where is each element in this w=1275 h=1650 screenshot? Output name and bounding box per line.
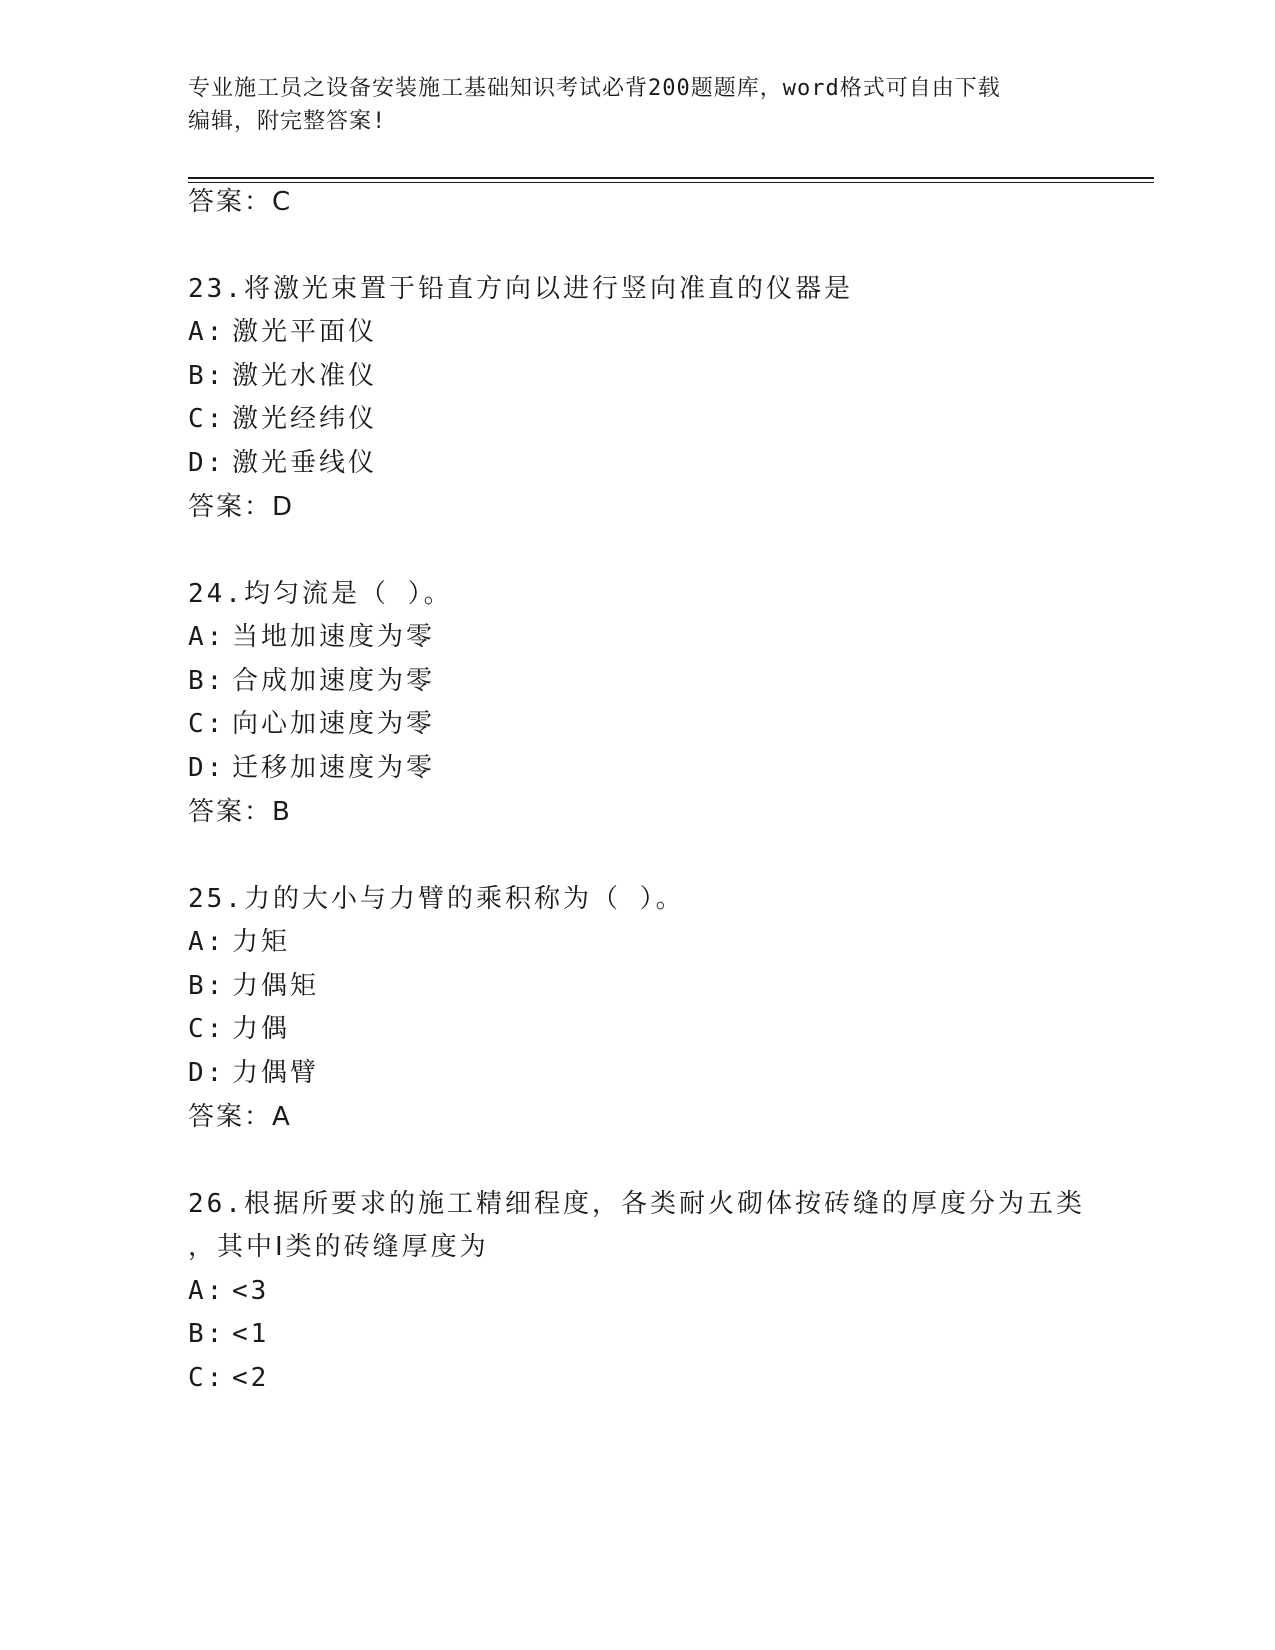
option-text: <1 xyxy=(232,1319,270,1349)
option-text: <3 xyxy=(232,1276,270,1306)
question-26-option-b xyxy=(188,1317,269,1351)
option-key: A: xyxy=(188,927,226,957)
option-key: B: xyxy=(188,361,226,391)
question-23-stem: 23.将激光束置于铅直方向以进行竖向准直的仪器是 xyxy=(188,274,853,304)
question-25-option-c xyxy=(188,1012,290,1046)
question-25-option-d xyxy=(188,1056,319,1090)
option-text: 激光水准仪 xyxy=(232,361,378,391)
question-23-option-d xyxy=(188,446,377,480)
option-key: B: xyxy=(188,971,226,1001)
option-text: 当地加速度为零 xyxy=(232,622,436,652)
option-text: 迁移加速度为零 xyxy=(232,753,436,783)
option-text: 力矩 xyxy=(232,927,291,957)
option-key: D: xyxy=(188,1058,226,1088)
page-header xyxy=(188,72,1088,138)
question-23-option-a xyxy=(188,315,377,349)
option-key: A: xyxy=(188,317,226,347)
question-24-option-c xyxy=(188,707,435,741)
option-key: B: xyxy=(188,666,226,696)
option-text: <2 xyxy=(232,1363,270,1393)
option-text: 激光平面仪 xyxy=(232,317,378,347)
option-text: 激光经纬仪 xyxy=(232,404,378,434)
option-key: D: xyxy=(188,753,226,783)
question-23-option-b xyxy=(188,359,377,393)
question-26-stem: 26.根据所要求的施工精细程度，各类耐火砌体按砖缝的厚度分为五类 xyxy=(188,1189,1085,1219)
question-23-answer: 答案：D xyxy=(188,492,295,522)
question-25-option-b xyxy=(188,969,319,1003)
question-26-option-c xyxy=(188,1361,269,1395)
question-23-option-c xyxy=(188,402,377,436)
question-26-option-a xyxy=(188,1274,269,1308)
option-text: 激光垂线仪 xyxy=(232,448,378,478)
question-24-stem: 24.均匀流是（ ）。 xyxy=(188,579,453,609)
option-key: D: xyxy=(188,448,226,478)
question-26-stem-continued: ，其中Ⅰ类的砖缝厚度为 xyxy=(188,1232,489,1262)
question-25-stem: 25.力的大小与力臂的乘积称为（ ）。 xyxy=(188,884,685,914)
option-text: 力偶臂 xyxy=(232,1058,320,1088)
answer-prev: 答案：C xyxy=(188,187,293,217)
option-text: 向心加速度为零 xyxy=(232,709,436,739)
option-key: C: xyxy=(188,404,226,434)
option-key: B: xyxy=(188,1319,226,1349)
header-divider-thick xyxy=(188,177,1154,179)
question-24-answer: 答案：B xyxy=(188,797,292,827)
question-24-option-a xyxy=(188,620,435,654)
option-text: 力偶 xyxy=(232,1014,291,1044)
question-25-answer: 答案：A xyxy=(188,1102,292,1132)
header-title-line-1: 专业施工员之设备安装施工基础知识考试必背200题题库，word格式可自由下载 xyxy=(188,76,1001,101)
option-key: C: xyxy=(188,1014,226,1044)
question-24-option-b xyxy=(188,664,435,698)
option-key: C: xyxy=(188,709,226,739)
option-text: 合成加速度为零 xyxy=(232,666,436,696)
option-key: C: xyxy=(188,1363,226,1393)
question-24-option-d xyxy=(188,751,435,785)
option-text: 力偶矩 xyxy=(232,971,320,1001)
option-key: A: xyxy=(188,622,226,652)
header-divider-thin xyxy=(188,182,1154,183)
question-25-option-a xyxy=(188,925,290,959)
option-key: A: xyxy=(188,1276,226,1306)
header-title-line-2: 编辑，附完整答案! xyxy=(188,109,387,134)
